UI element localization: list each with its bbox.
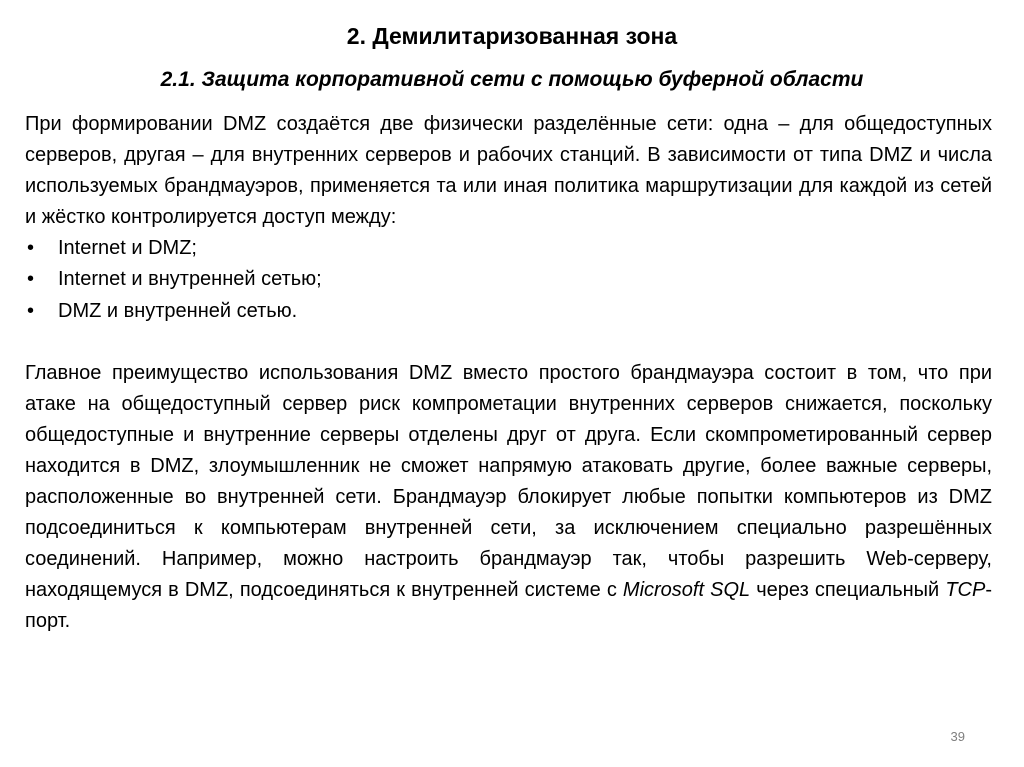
microsoft-sql-term: Microsoft SQL [622,579,751,602]
list-item-text: Internet и внутренней сетью; [58,268,322,291]
slide-body [25,109,992,638]
advantage-paragraph [25,358,992,638]
advantage-text-mid: через специальный [750,579,946,602]
list-item-text: Internet и DMZ; [58,237,197,260]
bullet-icon: • [27,268,35,291]
bullet-icon: • [27,237,35,260]
slide-title: 2. Демилитаризованная зона [346,23,678,49]
spacer [25,327,992,358]
tcp-term: TCP [945,579,986,602]
list-item [25,264,992,295]
intro-paragraph: При формировании DMZ создаётся две физически разделённые сети: одна – для общедоступных серверов, другая – для внутренних серверов и рабочих станций. В зависимости от типа DMZ и числа используемых брандмауэров, применяется та или иная политика маршрутизации для каждой из сетей и жёстко контролируется доступ между: [25,113,992,229]
page-number: 39 [950,729,965,744]
advantage-text-end: -порт. [25,579,992,633]
advantage-text: Главное преимущество использования DMZ вместо простого брандмауэра состоит в том, что при атаке на общедоступный сервер риск компрометации внутренних серверов снижается, поскольку общедоступные и внутренние серверы отделены друг от друга. Если скомпрометированный сервер находится в DMZ, злоумышленник не сможет напрямую атаковать другие, более важные серверы, расположенные во внутренней сети. Брандмауэр блокирует любые попытки компьютеров из DMZ подсоединиться к компьютерам внутренней сети, за исключением специально разрешённых соединений. Например, можно настроить брандмауэр так, чтобы разрешить Web-серверу, находящемуся в DMZ, подсоединяться к внутренней системе с [25,361,992,602]
bullet-list [25,233,992,326]
bullet-icon: • [27,299,35,322]
list-item [25,296,992,327]
slide-subtitle: 2.1. Защита корпоративной сети с помощью буферной области [160,68,864,91]
list-item [25,233,992,264]
list-item-text: DMZ и внутренней сетью. [58,299,298,322]
